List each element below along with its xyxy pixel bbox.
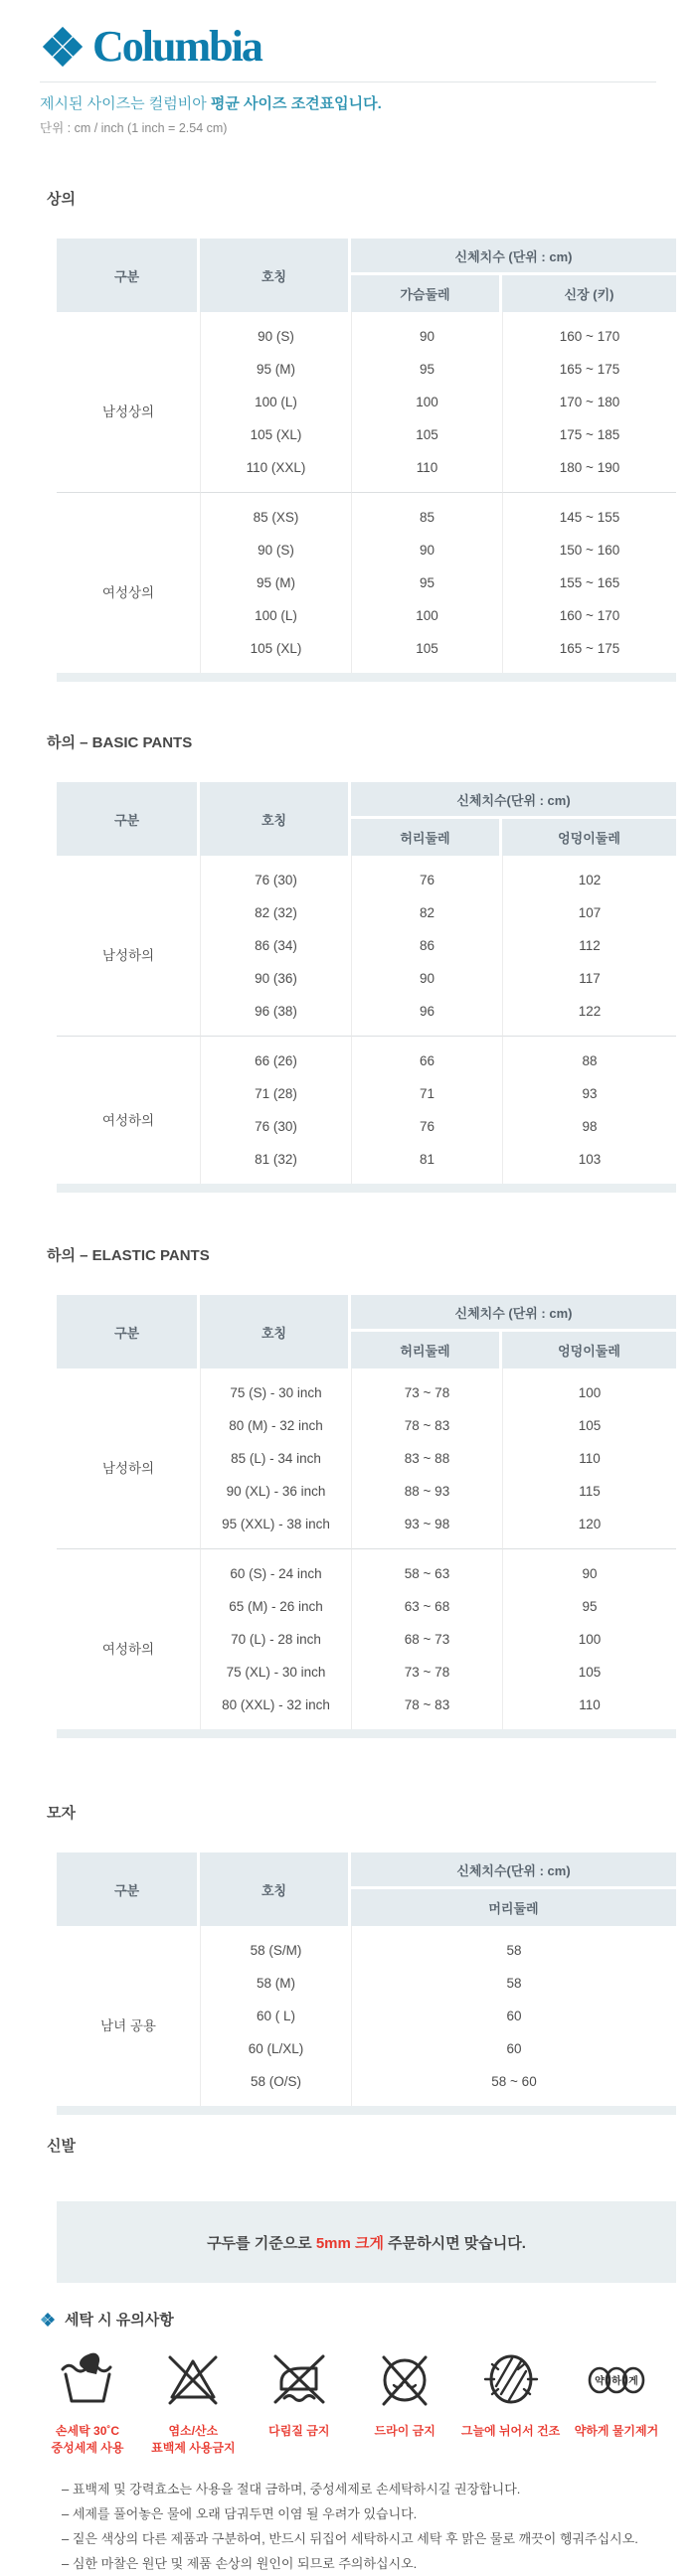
size-cell: 58 <box>351 1926 676 1967</box>
diamond-bullet-icon <box>40 2312 56 2328</box>
size-cell: 90 (S) <box>200 312 351 353</box>
care-notes <box>62 2477 696 2576</box>
header-cell-sub: 머리둘레 <box>351 1889 676 1926</box>
size-cell: 71 (28) <box>200 1077 351 1110</box>
size-cell: 90 <box>351 534 502 566</box>
size-cell: 105 <box>502 1409 676 1442</box>
care-caption: 염소/산소 표백제 사용금지 <box>151 2424 236 2455</box>
size-cell: 81 (32) <box>200 1143 351 1184</box>
size-cell: 90 (36) <box>200 962 351 995</box>
size-cell: 100 <box>502 1368 676 1409</box>
size-cell: 58 ~ 63 <box>351 1548 502 1590</box>
svg-text:게: 게 <box>628 2376 638 2387</box>
care-caption: 그늘에 뉘어서 건조 <box>460 2424 561 2438</box>
size-cell: 60 ( L) <box>200 2000 351 2032</box>
section-heading-basic-pants: 하의 – BASIC PANTS <box>47 734 193 751</box>
header-cell: 구분 <box>57 1295 200 1368</box>
size-cell: 105 <box>351 418 502 451</box>
size-cell: 112 <box>502 929 676 962</box>
size-cell: 105 (XL) <box>200 632 351 673</box>
header-cell-group: 신체치수 (단위 : cm) <box>351 1295 676 1332</box>
header-cell-sub: 가슴둘레 <box>351 275 502 312</box>
size-cell: 78 ~ 83 <box>351 1409 502 1442</box>
size-cell: 175 ~ 185 <box>502 418 676 451</box>
size-cell: 58 (S/M) <box>200 1926 351 1967</box>
size-cell: 100 (L) <box>200 386 351 418</box>
category-cell: 남성하의 <box>101 1461 155 1476</box>
header-cell-sub: 허리둘레 <box>351 1332 502 1368</box>
size-cell: 75 (S) - 30 inch <box>200 1368 351 1409</box>
columbia-logo <box>40 24 696 70</box>
size-cell: 58 ~ 60 <box>351 2065 676 2106</box>
table-row <box>57 492 676 534</box>
size-cell: 63 ~ 68 <box>351 1590 502 1623</box>
size-cell: 145 ~ 155 <box>502 492 676 534</box>
no-dryclean-icon <box>373 2347 436 2416</box>
size-cell: 110 <box>502 1689 676 1729</box>
size-cell: 105 (XL) <box>200 418 351 451</box>
size-cell: 95 (M) <box>200 566 351 599</box>
size-cell: 102 <box>502 856 676 896</box>
size-cell: 68 ~ 73 <box>351 1623 502 1656</box>
size-table-hats <box>57 1852 676 2115</box>
care-caption: 드라이 금지 <box>374 2424 435 2438</box>
header-cell: 구분 <box>57 1852 200 1926</box>
size-cell: 120 <box>502 1508 676 1548</box>
size-cell: 105 <box>351 632 502 673</box>
header-cell: 호칭 <box>200 1852 351 1926</box>
size-cell: 66 <box>351 1036 502 1077</box>
size-cell: 60 <box>351 2032 676 2065</box>
header-cell-group: 신체치수 (단위 : cm) <box>351 239 676 275</box>
size-cell: 60 <box>351 2000 676 2032</box>
size-cell: 100 (L) <box>200 599 351 632</box>
size-cell: 95 <box>502 1590 676 1623</box>
size-cell: 90 <box>351 962 502 995</box>
handwash-30-icon <box>56 2347 119 2416</box>
size-cell: 58 (M) <box>200 1967 351 2000</box>
care-note: – 표백제 및 강력효소는 사용을 절대 금하며, 중성세제로 손세탁하시길 권장합니다. <box>62 2481 521 2496</box>
size-cell: 58 <box>351 1967 676 2000</box>
size-cell: 82 <box>351 896 502 929</box>
size-cell: 95 <box>351 566 502 599</box>
size-cell: 150 ~ 160 <box>502 534 676 566</box>
header-cell: 구분 <box>57 782 200 856</box>
brand-wordmark: Columbia <box>92 22 261 71</box>
size-table-tops-wrap <box>0 239 696 682</box>
size-cell: 71 <box>351 1077 502 1110</box>
care-note: – 심한 마찰은 원단 및 제품 손상의 원인이 되므로 주의하십시오. <box>62 2555 418 2571</box>
size-cell: 93 <box>502 1077 676 1110</box>
category-cell: 여성하의 <box>57 1036 200 1184</box>
size-cell: 73 ~ 78 <box>351 1368 502 1409</box>
intro-block <box>40 92 696 136</box>
care-item <box>565 2347 668 2457</box>
category-cell: 여성하의 <box>57 1548 200 1729</box>
size-cell: 78 ~ 83 <box>351 1689 502 1729</box>
header-divider <box>40 81 656 82</box>
intro-line-pre: 제시된 사이즈는 컬럼비아 <box>40 95 211 112</box>
shoes-note-red: 5mm 크게 <box>315 2234 385 2252</box>
size-cell: 180 ~ 190 <box>502 451 676 492</box>
size-cell: 60 (L/XL) <box>200 2032 351 2065</box>
size-cell: 165 ~ 175 <box>502 353 676 386</box>
care-heading-label: 세탁 시 유의사항 <box>65 2312 174 2329</box>
intro-line <box>40 92 696 113</box>
size-cell: 96 <box>351 995 502 1036</box>
size-table-elastic-pants-wrap <box>0 1295 696 1738</box>
size-table-hats-wrap <box>0 1852 696 2115</box>
size-cell: 88 ~ 93 <box>351 1475 502 1508</box>
header-cell: 호칭 <box>200 1295 351 1368</box>
shoes-note <box>207 2232 526 2253</box>
header-cell-sub: 엉덩이둘레 <box>502 1332 676 1368</box>
table-row <box>57 1368 676 1409</box>
care-icons-row <box>36 2347 668 2457</box>
size-cell: 90 <box>351 312 502 353</box>
size-cell: 80 (XXL) - 32 inch <box>200 1689 351 1729</box>
size-cell: 66 (26) <box>200 1036 351 1077</box>
size-cell: 100 <box>351 599 502 632</box>
header-cell-sub: 엉덩이둘레 <box>502 819 676 856</box>
size-table-basic-pants-wrap <box>0 782 696 1193</box>
section-heading-elastic-pants: 하의 – ELASTIC PANTS <box>47 1247 210 1264</box>
care-item <box>141 2347 245 2457</box>
size-cell: 122 <box>502 995 676 1036</box>
size-table-elastic-pants <box>57 1295 676 1738</box>
care-item <box>248 2347 351 2457</box>
size-cell: 117 <box>502 962 676 995</box>
size-cell: 58 (O/S) <box>200 2065 351 2106</box>
size-cell: 73 ~ 78 <box>351 1656 502 1689</box>
table-footer-strip <box>57 1729 676 1738</box>
header-cell-sub: 허리둘레 <box>351 819 502 856</box>
care-note: – 세제를 풀어놓은 물에 오래 담궈두면 이염 될 우려가 있습니다. <box>62 2505 418 2521</box>
size-cell: 85 (XS) <box>200 492 351 534</box>
size-cell: 115 <box>502 1475 676 1508</box>
category-cell: 남녀 공용 <box>100 2018 156 2033</box>
size-cell: 76 (30) <box>200 856 351 896</box>
size-cell: 86 <box>351 929 502 962</box>
size-cell: 95 <box>351 353 502 386</box>
category-cell: 남성하의 <box>101 948 155 963</box>
category-cell: 남성상의 <box>101 404 155 419</box>
size-cell: 75 (XL) - 30 inch <box>200 1656 351 1689</box>
size-cell: 88 <box>502 1036 676 1077</box>
table-footer-strip <box>57 2106 676 2115</box>
size-cell: 76 <box>351 856 502 896</box>
shoes-note-pre: 구두를 기준으로 <box>207 2234 316 2252</box>
table-row <box>57 856 676 896</box>
care-item <box>459 2347 563 2457</box>
care-item <box>353 2347 456 2457</box>
size-cell: 93 ~ 98 <box>351 1508 502 1548</box>
size-cell: 76 <box>351 1110 502 1143</box>
size-cell: 90 <box>502 1548 676 1590</box>
size-cell: 110 <box>502 1442 676 1475</box>
size-cell: 76 (30) <box>200 1110 351 1143</box>
shade-dry-icon <box>479 2347 543 2416</box>
size-cell: 95 (XXL) - 38 inch <box>200 1508 351 1548</box>
section-heading-tops: 상의 <box>47 191 76 208</box>
header-cell-group: 신체치수(단위 : cm) <box>351 782 676 819</box>
header-cell: 호칭 <box>200 239 351 312</box>
size-cell: 65 (M) - 26 inch <box>200 1590 351 1623</box>
size-cell: 60 (S) - 24 inch <box>200 1548 351 1590</box>
size-cell: 95 (M) <box>200 353 351 386</box>
columbia-gem-icon <box>40 24 86 70</box>
care-section-heading <box>40 2309 696 2330</box>
size-cell: 110 (XXL) <box>200 451 351 492</box>
size-cell: 105 <box>502 1656 676 1689</box>
size-cell: 100 <box>351 386 502 418</box>
table-row <box>57 312 676 353</box>
size-table-basic-pants <box>57 782 676 1193</box>
care-caption: 약하게 물기제거 <box>574 2424 659 2438</box>
size-cell: 85 <box>351 492 502 534</box>
size-cell: 70 (L) - 28 inch <box>200 1623 351 1656</box>
size-cell: 170 ~ 180 <box>502 386 676 418</box>
size-cell: 160 ~ 170 <box>502 312 676 353</box>
header-cell: 구분 <box>57 239 200 312</box>
care-note: – 짙은 색상의 다른 제품과 구분하여, 반드시 뒤집어 세탁하시고 세탁 후 맑은 물로 깨끗이 헹궈주십시오. <box>62 2530 638 2546</box>
shoes-note-post: 주문하시면 맞습니다. <box>384 2234 526 2252</box>
unit-line: 단위 : cm / inch (1 inch = 2.54 cm) <box>40 121 228 135</box>
size-cell: 160 ~ 170 <box>502 599 676 632</box>
size-cell: 85 (L) - 34 inch <box>200 1442 351 1475</box>
header-cell: 호칭 <box>200 782 351 856</box>
header-cell-sub: 신장 (키) <box>502 275 676 312</box>
size-cell: 110 <box>351 451 502 492</box>
size-cell: 90 (XL) - 36 inch <box>200 1475 351 1508</box>
table-footer-strip <box>57 1184 676 1193</box>
size-cell: 90 (S) <box>200 534 351 566</box>
shoes-note-box <box>57 2201 676 2283</box>
section-heading-hats: 모자 <box>47 1805 76 1822</box>
table-row <box>57 1926 676 1967</box>
category-cell: 여성상의 <box>57 492 200 673</box>
care-caption: 다림질 금지 <box>268 2424 330 2438</box>
svg-text:약: 약 <box>595 2376 605 2387</box>
size-cell: 107 <box>502 896 676 929</box>
size-cell: 81 <box>351 1143 502 1184</box>
header-cell-group: 신체치수(단위 : cm) <box>351 1852 676 1889</box>
size-cell: 98 <box>502 1110 676 1143</box>
no-iron-icon <box>267 2347 331 2416</box>
svg-text:하: 하 <box>611 2376 621 2387</box>
size-cell: 96 (38) <box>200 995 351 1036</box>
size-cell: 86 (34) <box>200 929 351 962</box>
size-cell: 155 ~ 165 <box>502 566 676 599</box>
size-cell: 100 <box>502 1623 676 1656</box>
care-caption: 손세탁 30˚C 중성세제 사용 <box>51 2424 124 2455</box>
no-bleach-icon <box>161 2347 225 2416</box>
table-row <box>57 1548 676 1590</box>
size-cell: 82 (32) <box>200 896 351 929</box>
size-cell: 83 ~ 88 <box>351 1442 502 1475</box>
intro-line-bold: 평균 사이즈 조견표입니다. <box>210 95 382 112</box>
size-table-tops <box>57 239 676 682</box>
table-footer-strip <box>57 673 676 682</box>
size-cell: 80 (M) - 32 inch <box>200 1409 351 1442</box>
size-cell: 103 <box>502 1143 676 1184</box>
size-cell: 165 ~ 175 <box>502 632 676 673</box>
care-item <box>36 2347 139 2457</box>
wring-weak-icon <box>585 2347 648 2416</box>
table-row <box>57 1036 676 1077</box>
section-heading-shoes: 신발 <box>47 2138 76 2155</box>
